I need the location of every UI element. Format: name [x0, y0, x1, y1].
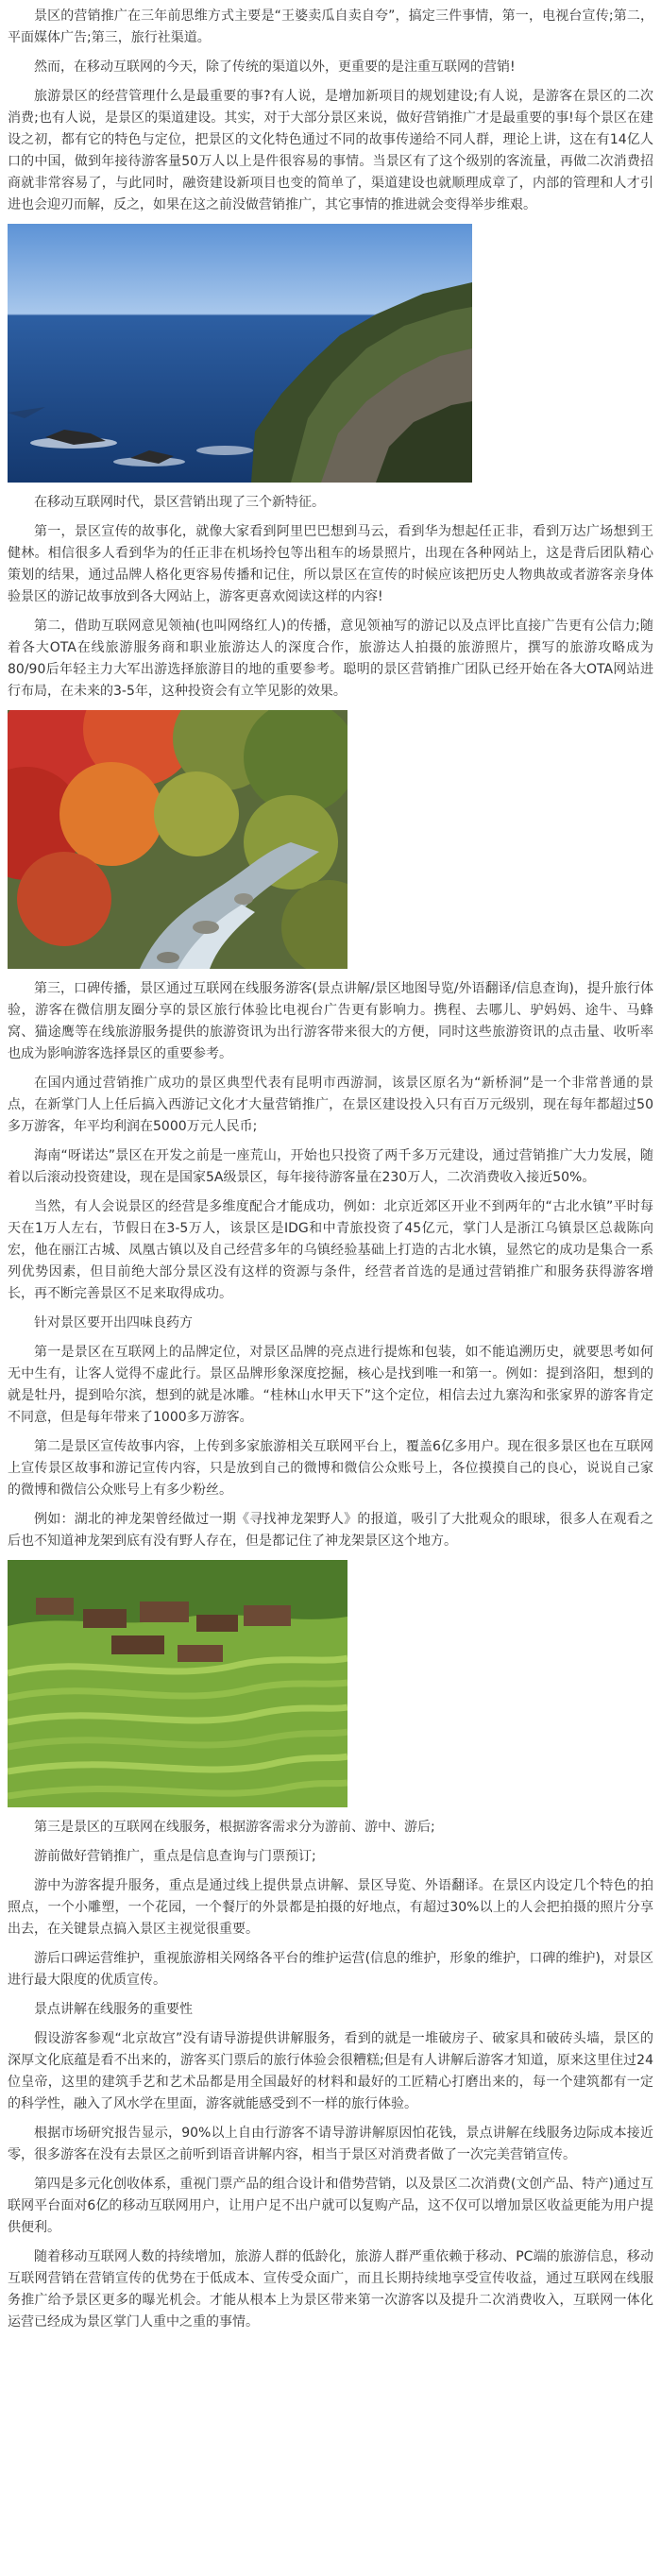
paragraph-three-features: 在移动互联网时代，景区营销出现了三个新特征。	[34, 495, 325, 510]
terraced-village-photo	[8, 1560, 653, 1807]
paragraph-internet-emphasis: 然而，在移动互联网的今天，除了传统的渠道以外，更重要的是注重互联网的营销!	[34, 59, 516, 75]
paragraph-conclusion: 随着移动互联网人数的持续增加，旅游人群的低龄化，旅游人群严重依赖于移动、PC端的旅游信息，移动互联网营销在营销宣传的优势在于低成本、宣传受众面广，而且长期持续地享受宣传收益，通过互联网在线服务推广给予景区更多的曝光机会。才能从根本上为景区带来第一次游客以及提升二次消费收入，互联网一体化运营已经成为景区掌门人重中之重的事情。	[8, 2249, 653, 2330]
heading-four-remedies: 针对景区要开出四味良药方	[34, 1315, 193, 1330]
paragraph-shennongjia-example: 例如：湖北的神龙架曾经做过一期《寻找神龙架野人》的报道，吸引了大批观众的眼球，很多人在观看之后也不知道神龙架到底有没有野人存在，但是都记住了神龙架景区这个地方。	[8, 1512, 653, 1549]
paragraph-during-trip: 游中为游客提升服务，重点是通过线上提供景点讲解、景区导览、外语翻译。在景区内设定几个特色的拍照点，一个小雕塑，一个花园，一个餐厅的外景都是拍摄的好地点，有超过30%以上的人会把拍摄的照片分享出去，在关键景点搞入景区主视觉很重要。	[8, 1878, 653, 1937]
heading-audio-guide: 景点讲解在线服务的重要性	[34, 2002, 193, 2017]
paragraph-online-service: 第三是景区的互联网在线服务，根据游客需求分为游前、游中、游后;	[34, 1820, 435, 1835]
paragraph-case-xiyoudong: 在国内通过营销推广成功的景区典型代表有昆明市西游洞，该景区原名为“新桥洞”是一个非常普通的景点，在新掌门人上任后搞入西游记文化才大量营销推广，在景区建设投入只有百万元级别，现在每年都超过50多万游客，年平均利润在5000万元人民币;	[8, 1076, 653, 1134]
autumn-valley-photo	[8, 710, 653, 969]
paragraph-intro: 景区的营销推广在三年前思维方式主要是“王婆卖瓜自卖自夸”，搞定三件事情，第一，电视台宣传;第二，平面媒体广告;第三，旅行社渠道。	[8, 8, 653, 45]
paragraph-diversified-revenue: 第四是多元化创收体系，重视门票产品的组合设计和借势营销，以及景区二次消费(文创产品、特产)通过互联网平台面对6亿的移动互联网用户，让用户足不出户就可以复购产品，这不仅可以增加景区收益更能为用户提供便利。	[8, 2177, 653, 2235]
paragraph-after-trip: 游后口碑运营维护，重视旅游相关网络各平台的维护运营(信息的维护，形象的维护，口碑的维护)，对景区进行最大限度的优质宣传。	[8, 1951, 653, 1988]
paragraph-storytelling: 第一，景区宣传的故事化，就像大家看到阿里巴巴想到马云，看到华为想起任正非，看到万达广场想到王健林。相信很多人看到华为的任正非在机场拎包等出租车的场景照片，出现在各种网站上，这是背后团队精心策划的结果，通过品牌人格化更容易传播和记住，所以景区在宣传的时候应该把历史人物典故或者游客亲身体验景区的游记故事放到各大网站上，游客更喜欢阅读这样的内容!	[8, 524, 653, 604]
paragraph-management: 旅游景区的经营管理什么是最重要的事?有人说，是增加新项目的规划建设;有人说，是游客在景区的二次消费;也有人说，是景区的渠道建设。其实，对于大部分景区来说，做好营销推广才是最重要的事!每个景区在建设之初，都有它的特色与定位，把景区的文化特色通过不同的故事传递给不同人群，理论上讲，这在有14亿人口的中国，做到年接待游客量50万人以上是件很容易的事情。当景区有了这个级别的客流量，再做二次消费招商就非常容易了，与此同时，融资建设新项目也变的简单了，渠道建设也就顺理成章了，内部的管理和人才引进也会迎刃而解，反之，如果在这之前没做营销推广，其它事情的推进就会变得举步维艰。	[8, 89, 653, 212]
paragraph-word-of-mouth: 第三，口碑传播，景区通过互联网在线服务游客(景点讲解/景区地图导览/外语翻译/信息查询)，提升旅行体验，游客在微信朋友圈分享的景区旅行体验比电视台广告更有影响力。携程、去哪儿、驴妈妈、途牛、马蜂窝、猫途鹰等在线旅游服务提供的旅游资讯为出行游客带来很大的方便，同时这些旅游资讯的点击量、收听率也成为影响游客选择景区的重要参考。	[8, 981, 653, 1061]
paragraph-influencers: 第二，借助互联网意见领袖(也叫网络红人)的传播，意见领袖写的游记以及点评比直接广告更有公信力;随着各大OTA在线旅游服务商和职业旅游达人的深度合作，旅游达人拍摄的旅游照片，撰写的旅游攻略成为80/90后年轻主力大军出游选择旅游目的地的重要参考。聪明的景区营销推广团队已经开始在各大OTA网站进行布局，在未来的3-5年，这种投资会有立竿见影的效果。	[8, 619, 653, 699]
paragraph-case-gubei: 当然，有人会说景区的经营是多维度配合才能成功，例如：北京近郊区开业不到两年的“古北水镇”平时每天在1万人左右，节假日在3-5万人，该景区是IDG和中青旅投资了45亿元，掌门人是浙江乌镇景区总裁陈向宏，他在丽江古城、凤凰古镇以及自己经营多年的乌镇经验基础上打造的古北水镇，显然它的成功是集合一系列优势因素，但目前绝大部分景区没有这样的资源与条件，经营者首选的是通过营销推广和服务获得游客增长，再不断完善景区不足来取得成功。	[8, 1199, 653, 1301]
paragraph-story-content: 第二是景区宣传故事内容，上传到多家旅游相关互联网平台上，覆盖6亿多用户。现在很多景区也在互联网上宣传景区故事和游记宣传内容，只是放到自己的微博和微信公众账号上，各位摸摸自己的良心，说说自己家的微博和微信公众账号上有多少粉丝。	[8, 1439, 653, 1498]
coastline-photo	[8, 224, 653, 483]
paragraph-market-research: 根据市场研究报告显示，90%以上自由行游客不请导游讲解原因怕花钱，景点讲解在线服务边际成本接近零，很多游客在没有去景区之前听到语音讲解内容，相当于景区对消费者做了一次完美营销宣传。	[8, 2126, 653, 2162]
paragraph-forbidden-city: 假设游客参观“北京故宫”没有请导游提供讲解服务，看到的就是一堆破房子、破家具和破砖头墙，景区的深厚文化底蕴是看不出来的，游客买门票后的旅行体验会很糟糕;但是有人讲解后游客才知道，原来这里住过24位皇帝，这里的建筑手艺和艺术品都是用全国最好的材料和最好的工匠精心打磨出来的，每一个建筑都有一定的科学性，融入了风水学在里面，游客就能感受到不一样的旅行体验。	[8, 2031, 653, 2111]
paragraph-before-trip: 游前做好营销推广，重点是信息查询与门票预订;	[34, 1849, 316, 1864]
paragraph-case-yanuoda: 海南“呀诺达”景区在开发之前是一座荒山，开始也只投资了两千多万元建设，通过营销推广大力发展，随着以后滚动投资建设，现在是国家5A级景区，每年接待游客量在230万人，二次消费收入接近50%。	[8, 1148, 653, 1185]
paragraph-brand-positioning: 第一是景区在互联网上的品牌定位，对景区品牌的亮点进行提炼和包装，如不能追溯历史，就要思考如何无中生有，让客人觉得不虚此行。景区品牌形象深度挖掘，核心是找到唯一和第一。例如：提到洛阳，想到的就是牡丹，提到哈尔滨，想到的就是冰雕。“桂林山水甲天下”这个定位，相信去过九寨沟和张家界的游客肯定不同意，但是每年带来了1000多万游客。	[8, 1345, 653, 1425]
